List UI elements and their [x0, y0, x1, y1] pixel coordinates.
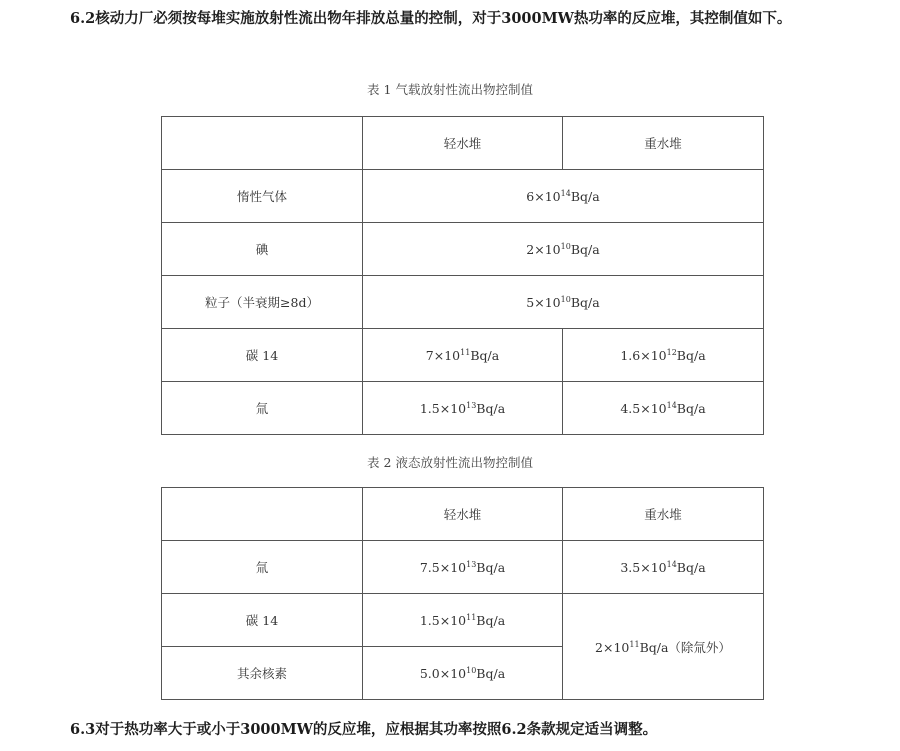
header-light-water: 轻水堆: [363, 488, 563, 541]
value-cell: $2\times 10^{10}Bq/a$: [363, 223, 764, 276]
header-heavy-water: 重水堆: [563, 488, 764, 541]
row-label: 惰性气体: [162, 170, 363, 223]
header-empty-cell: [162, 117, 363, 170]
paragraph-6-3: 6.3对于热功率大于或小于3000MW的反应堆，应根据其功率按照6.2条款规定适当调整。: [70, 721, 658, 738]
table-row: [162, 329, 764, 382]
table-liquid-effluent: [161, 487, 764, 700]
value-cell: $4.5\times 10^{14}Bq/a$: [563, 382, 764, 435]
value-cell-merged: $2\times 10^{11}Bq/a$（除氚外）: [563, 594, 764, 700]
table-airborne-effluent: [161, 116, 764, 435]
value-cell: $5.0\times 10^{10}Bq/a$: [363, 647, 563, 700]
value-cell: $6\times 10^{14}Bq/a$: [363, 170, 764, 223]
row-label: 碳 14: [162, 329, 363, 382]
table-header-row: [162, 117, 764, 170]
table-1-caption: 表 1 气载放射性流出物控制值: [367, 82, 533, 97]
value-cell: $3.5\times 10^{14}Bq/a$: [563, 541, 764, 594]
row-label: 粒子（半衰期≥8d）: [162, 276, 363, 329]
value-cell: $1.5\times 10^{11}Bq/a$: [363, 594, 563, 647]
header-empty-cell: [162, 488, 363, 541]
value-cell: $1.6\times 10^{12}Bq/a$: [563, 329, 764, 382]
table-row: [162, 276, 764, 329]
table-row: [162, 382, 764, 435]
table-2-caption: 表 2 液态放射性流出物控制值: [367, 455, 533, 470]
header-heavy-water: 重水堆: [563, 117, 764, 170]
value-cell: $5\times 10^{10}Bq/a$: [363, 276, 764, 329]
table-header-row: [162, 488, 764, 541]
table-row: [162, 594, 764, 647]
header-light-water: 轻水堆: [363, 117, 563, 170]
row-label: 碘: [162, 223, 363, 276]
row-label: 碳 14: [162, 594, 363, 647]
table-row: [162, 223, 764, 276]
value-cell: $7.5\times 10^{13}Bq/a$: [363, 541, 563, 594]
row-label: 氚: [162, 382, 363, 435]
paragraph-6-2: 6.2核动力厂必须按每堆实施放射性流出物年排放总量的控制，对于3000MW热功率的反应堆，其控制值如下。: [70, 10, 792, 27]
table-row: [162, 170, 764, 223]
value-cell: $7\times 10^{11}Bq/a$: [363, 329, 563, 382]
row-label: 其余核素: [162, 647, 363, 700]
table-row: [162, 541, 764, 594]
value-cell: $1.5\times 10^{13}Bq/a$: [363, 382, 563, 435]
row-label: 氚: [162, 541, 363, 594]
